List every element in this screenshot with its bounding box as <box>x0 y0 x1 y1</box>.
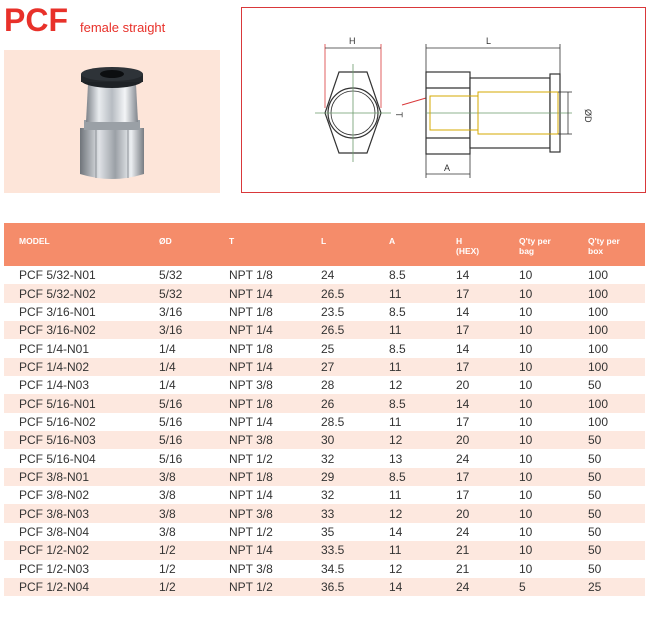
table-cell: 10 <box>519 561 533 576</box>
table-cell: 10 <box>519 321 588 339</box>
table-cell: 10 <box>519 304 533 319</box>
table-cell: PCF 5/32-N02 <box>4 284 159 302</box>
dim-label-t: T <box>394 112 404 118</box>
table-cell: PCF 1/4-N02 <box>4 358 159 376</box>
table-cell: 11 <box>389 488 402 503</box>
table-cell: PCF 3/16-N02 <box>4 321 159 339</box>
table-cell: 28.5 <box>321 414 345 429</box>
table-cell: 3/16 <box>159 321 229 339</box>
table-cell: 17 <box>456 358 519 376</box>
table-cell: 100 <box>588 341 609 356</box>
table-cell: 26.5 <box>321 284 389 302</box>
table-cell: NPT 3/8 <box>229 378 273 393</box>
table-row <box>4 578 645 596</box>
dim-label-a: A <box>444 163 451 173</box>
table-cell: 1/4 <box>159 358 229 376</box>
side-view <box>426 44 572 178</box>
table-cell: PCF 1/4-N01 <box>19 341 90 356</box>
table-cell: 10 <box>519 431 588 449</box>
table-cell: 32 <box>321 451 335 466</box>
table-cell: 10 <box>519 268 533 283</box>
table-cell: 25 <box>588 578 645 596</box>
technical-drawing <box>241 7 646 193</box>
table-cell: 10 <box>519 451 533 466</box>
table-cell: 10 <box>519 341 533 356</box>
column-header: Q'ty per bag <box>519 223 588 266</box>
table-cell: 29 <box>321 468 389 486</box>
table-cell: 27 <box>321 358 389 376</box>
table-cell: PCF 1/2-N03 <box>19 561 90 576</box>
table-row <box>4 394 645 412</box>
table-cell: 35 <box>321 524 335 539</box>
dim-label-od: ØD <box>583 109 593 123</box>
table-cell: NPT 3/8 <box>229 431 321 449</box>
table-cell: 17 <box>456 468 519 486</box>
table-row <box>4 560 645 578</box>
table-cell: NPT 1/2 <box>229 524 273 539</box>
table-cell: 10 <box>519 468 588 486</box>
table-cell: 10 <box>519 358 588 376</box>
table-row <box>4 431 645 449</box>
table-cell: 8.5 <box>389 268 406 283</box>
table-cell: NPT 1/4 <box>229 321 321 339</box>
table-cell: 8.5 <box>389 468 456 486</box>
table-cell: NPT 3/8 <box>229 561 273 576</box>
dim-label-l: L <box>486 36 492 46</box>
table-cell: 5/32 <box>159 284 229 302</box>
table-cell: 100 <box>588 414 609 429</box>
table-cell: 5/16 <box>159 451 183 466</box>
table-cell: PCF 3/8-N04 <box>19 524 90 539</box>
table-cell: 3/16 <box>159 304 183 319</box>
product-title: PCF <box>4 2 68 38</box>
table-cell: 100 <box>588 394 645 412</box>
product-subtitle: female straight <box>80 20 166 35</box>
table-cell: 50 <box>588 451 602 466</box>
table-cell: 5/16 <box>159 414 183 429</box>
table-cell: 32 <box>321 488 335 503</box>
table-cell: 50 <box>588 488 602 503</box>
table-cell: 3/8 <box>159 468 229 486</box>
table-body <box>4 266 645 596</box>
column-header: A <box>389 223 456 266</box>
table-cell: 50 <box>588 504 645 522</box>
table-cell: 14 <box>389 578 456 596</box>
table-cell: 50 <box>588 561 602 576</box>
table-cell: NPT 1/4 <box>229 541 321 559</box>
table-cell: NPT 1/4 <box>229 284 321 302</box>
table-cell: 8.5 <box>389 394 456 412</box>
table-cell: PCF 5/16-N03 <box>4 431 159 449</box>
hex-front-view <box>315 44 391 162</box>
table-cell: NPT 1/8 <box>229 341 273 356</box>
table-cell: 10 <box>519 488 533 503</box>
column-header: MODEL <box>4 223 159 266</box>
table-cell: 34.5 <box>321 561 345 576</box>
table-cell: NPT 1/4 <box>229 488 273 503</box>
table-cell: 20 <box>456 431 519 449</box>
table-cell: 3/8 <box>159 504 229 522</box>
table-cell: 21 <box>456 541 519 559</box>
product-photo <box>4 50 220 193</box>
table-cell: 10 <box>519 504 588 522</box>
table-row <box>4 523 645 541</box>
table-cell: 100 <box>588 304 609 319</box>
fitting-illustration <box>4 50 220 193</box>
table-cell: 30 <box>321 431 389 449</box>
table-cell: 33 <box>321 504 389 522</box>
table-cell: 20 <box>456 504 519 522</box>
column-header: ØD <box>159 223 229 266</box>
table-cell: 50 <box>588 524 602 539</box>
table-cell: 20 <box>456 378 470 393</box>
table-cell: 11 <box>389 321 456 339</box>
column-header: L <box>321 223 389 266</box>
table-cell: PCF 3/16-N01 <box>19 304 96 319</box>
table-cell: NPT 1/2 <box>229 451 273 466</box>
table-cell: 11 <box>389 541 456 559</box>
table-row <box>4 468 645 486</box>
table-cell: 12 <box>389 431 456 449</box>
table-cell: NPT 1/8 <box>229 394 321 412</box>
table-cell: 13 <box>389 451 403 466</box>
table-cell: 50 <box>588 541 645 559</box>
table-row <box>4 321 645 339</box>
table-cell: 100 <box>588 268 609 283</box>
table-cell: 28 <box>321 378 335 393</box>
table-row <box>4 504 645 522</box>
table-row <box>4 339 645 357</box>
table-cell: 14 <box>456 341 470 356</box>
table-cell: NPT 3/8 <box>229 504 321 522</box>
table-cell: 17 <box>456 488 470 503</box>
table-cell: 1/4 <box>159 341 176 356</box>
table-cell: 24 <box>456 451 470 466</box>
table-cell: PCF 5/16-N02 <box>19 414 96 429</box>
table-cell: 17 <box>456 321 519 339</box>
table-row <box>4 358 645 376</box>
table-cell: NPT 1/8 <box>229 268 273 283</box>
table-cell: NPT 1/8 <box>229 468 321 486</box>
table-cell: 17 <box>456 284 519 302</box>
table-row <box>4 376 645 394</box>
table-cell: PCF 1/2-N04 <box>4 578 159 596</box>
table-cell: 1/2 <box>159 541 229 559</box>
table-cell: 8.5 <box>389 304 406 319</box>
column-header: H (HEX) <box>456 223 519 266</box>
table-cell: 11 <box>389 414 402 429</box>
table-cell: PCF 1/2-N02 <box>4 541 159 559</box>
table-cell: PCF 3/8-N03 <box>4 504 159 522</box>
table-cell: 10 <box>519 414 533 429</box>
table-cell: 100 <box>588 358 645 376</box>
table-cell: 25 <box>321 341 335 356</box>
table-row <box>4 284 645 302</box>
table-cell: 33.5 <box>321 541 389 559</box>
table-cell: 21 <box>456 561 470 576</box>
table-cell: 36.5 <box>321 578 389 596</box>
table-row <box>4 266 645 284</box>
table-cell: NPT 1/2 <box>229 578 321 596</box>
table-cell: NPT 1/4 <box>229 414 273 429</box>
table-cell: 24 <box>456 524 470 539</box>
table-row <box>4 303 645 321</box>
table-cell: 10 <box>519 284 588 302</box>
dimension-drawing <box>242 8 645 192</box>
table-cell: PCF 5/16-N04 <box>19 451 96 466</box>
table-cell: 10 <box>519 378 533 393</box>
specification-table <box>4 223 645 596</box>
table-cell: 100 <box>588 321 645 339</box>
table-cell: 26 <box>321 394 389 412</box>
table-row <box>4 486 645 504</box>
table-cell: 1/4 <box>159 378 176 393</box>
dim-label-h: H <box>349 36 356 46</box>
table-cell: 3/8 <box>159 488 176 503</box>
table-cell: 5/16 <box>159 394 229 412</box>
table-cell: NPT 1/8 <box>229 304 273 319</box>
table-cell: 11 <box>389 284 456 302</box>
table-cell: 14 <box>456 304 470 319</box>
table-cell: 10 <box>519 524 533 539</box>
table-cell: PCF 5/16-N01 <box>4 394 159 412</box>
table-row <box>4 541 645 559</box>
table-cell: 24 <box>321 268 335 283</box>
table-cell: 10 <box>519 541 588 559</box>
table-cell: 12 <box>389 504 456 522</box>
table-cell: PCF 3/8-N02 <box>19 488 90 503</box>
table-cell: 1/2 <box>159 578 229 596</box>
table-row <box>4 449 645 467</box>
table-cell: NPT 1/4 <box>229 358 321 376</box>
table-cell: PCF 5/32-N01 <box>19 268 96 283</box>
table-cell: 11 <box>389 358 456 376</box>
table-header <box>4 223 645 266</box>
table-cell: 50 <box>588 431 645 449</box>
table-cell: 17 <box>456 414 470 429</box>
table-cell: 24 <box>456 578 519 596</box>
table-cell: PCF 3/8-N01 <box>4 468 159 486</box>
table-cell: 5/32 <box>159 268 183 283</box>
table-cell: 50 <box>588 468 645 486</box>
table-cell: 12 <box>389 378 403 393</box>
table-cell: 1/2 <box>159 561 176 576</box>
table-cell: 50 <box>588 378 602 393</box>
column-header: T <box>229 223 321 266</box>
table-cell: 14 <box>389 524 403 539</box>
table-cell: PCF 1/4-N03 <box>19 378 90 393</box>
table-cell: 5/16 <box>159 431 229 449</box>
column-header: Q'ty per box <box>588 223 645 266</box>
table-cell: 14 <box>456 394 519 412</box>
table-cell: 23.5 <box>321 304 345 319</box>
table-row <box>4 413 645 431</box>
table-cell: 8.5 <box>389 341 406 356</box>
table-cell: 26.5 <box>321 321 389 339</box>
table-cell: 10 <box>519 394 588 412</box>
table-cell: 5 <box>519 578 588 596</box>
table-cell: 100 <box>588 284 645 302</box>
table-cell: 14 <box>456 268 470 283</box>
table-cell: 12 <box>389 561 403 576</box>
table-cell: 3/8 <box>159 524 176 539</box>
